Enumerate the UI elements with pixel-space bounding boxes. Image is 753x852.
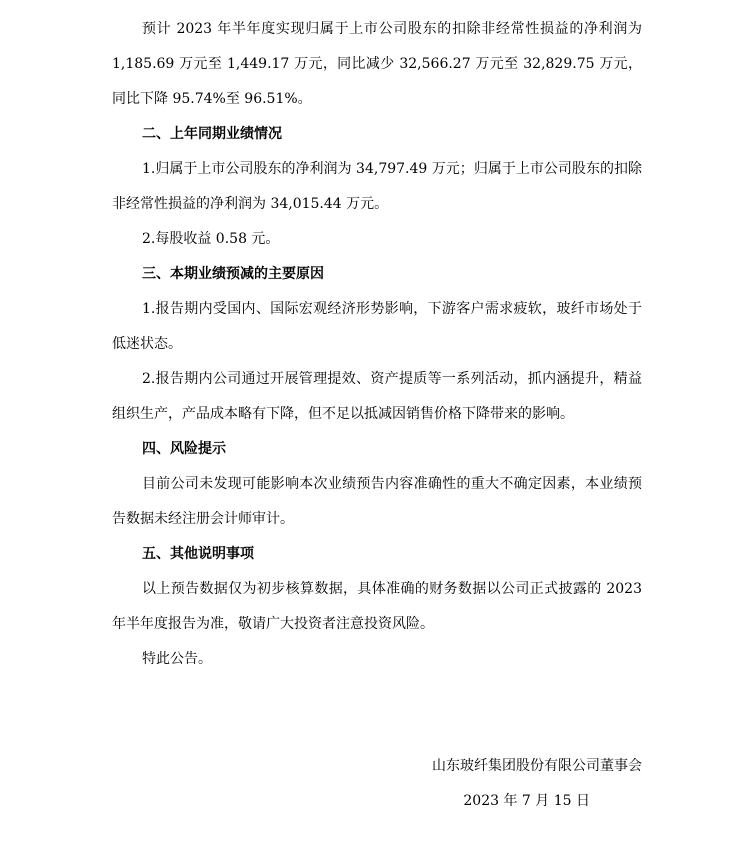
paragraph-reason-market: 1.报告期内受国内、国际宏观经济形势影响，下游客户需求疲软，玻纤市场处于低迷状态。 [112, 301, 642, 352]
heading-prior-year-results: 二、上年同期业绩情况 [142, 126, 282, 142]
paragraph-reason-cost: 2.报告期内公司通过开展管理提效、资产提质等一系列活动，抓内涵提升，精益组织生产，产品成本略有下降，但不足以抵减因销售价格下降带来的影响。 [112, 371, 642, 422]
document-body [112, 12, 642, 677]
paragraph-prior-year-net-profit: 1.归属于上市公司股东的净利润为 34,797.49 万元；归属于上市公司股东的扣除非经常性损益的净利润为 34,015.44 万元。 [112, 161, 642, 212]
paragraph-earnings-per-share: 2.每股收益 0.58 元。 [142, 231, 280, 247]
paragraph-announcement-closing: 特此公告。 [142, 651, 212, 667]
heading-risk-notice: 四、风险提示 [142, 441, 226, 457]
signature-company: 山东玻纤集团股份有限公司董事会 [432, 758, 642, 774]
paragraph-other-matters: 以上预告数据仅为初步核算数据，具体准确的财务数据以公司正式披露的 2023 年半年度报告为准，敬请广大投资者注意投资风险。 [112, 581, 642, 632]
heading-other-matters: 五、其他说明事项 [142, 546, 254, 562]
heading-decline-reasons: 三、本期业绩预减的主要原因 [142, 266, 324, 282]
paragraph-risk-notice: 目前公司未发现可能影响本次业绩预告内容准确性的重大不确定因素，本业绩预告数据未经注册会计师审计。 [112, 476, 642, 527]
paragraph-net-profit-forecast: 预计 2023 年半年度实现归属于上市公司股东的扣除非经常性损益的净利润为 1,185.69 万元至 1,449.17 万元，同比减少 32,566.27 万元至 32,829.75 万元，同比下降 95.74%至 96.51%。 [112, 21, 642, 107]
signature-date: 2023 年 7 月 15 日 [463, 793, 590, 809]
